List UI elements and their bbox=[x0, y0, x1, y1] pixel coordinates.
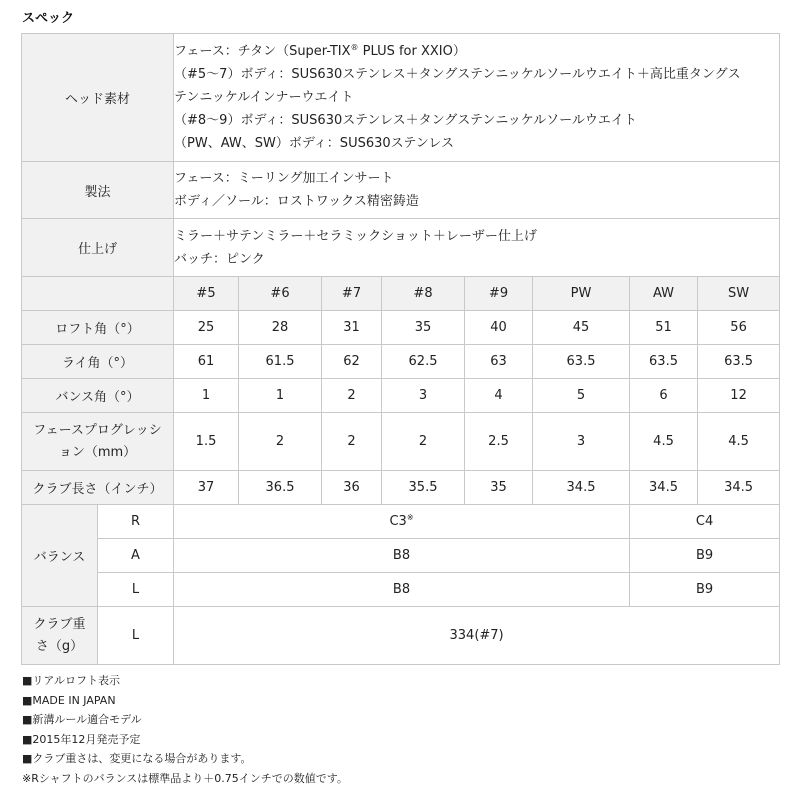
registered-mark: ® bbox=[350, 43, 359, 52]
club-number: AW bbox=[630, 277, 698, 311]
bounce-value: 1 bbox=[239, 379, 322, 413]
material-line1-post: PLUS for XXIO） bbox=[358, 44, 466, 59]
bounce-value: 12 bbox=[698, 379, 780, 413]
club-length-value: 35.5 bbox=[382, 471, 465, 505]
bounce-value: 3 bbox=[382, 379, 465, 413]
material-line4: （#8～9）ボディ：SUS630ステンレス＋タングステンニッケルソールウエイト bbox=[174, 113, 637, 128]
balance-value-wedges: B9 bbox=[630, 539, 780, 573]
face-progression-value: 2.5 bbox=[465, 413, 533, 471]
bounce-value: 6 bbox=[630, 379, 698, 413]
loft-value: 45 bbox=[533, 311, 630, 345]
material-row bbox=[22, 34, 780, 162]
club-number: PW bbox=[533, 277, 630, 311]
club-weight-row bbox=[22, 607, 780, 665]
bounce-row bbox=[22, 379, 780, 413]
process-line1: フェース：ミーリング加工インサート bbox=[174, 171, 394, 186]
lie-value: 63.5 bbox=[630, 345, 698, 379]
spec-table bbox=[21, 33, 780, 665]
bounce-value: 1 bbox=[174, 379, 239, 413]
lie-value: 61.5 bbox=[239, 345, 322, 379]
lie-value: 63.5 bbox=[698, 345, 780, 379]
club-number: SW bbox=[698, 277, 780, 311]
loft-value: 40 bbox=[465, 311, 533, 345]
lie-value: 62 bbox=[322, 345, 382, 379]
process-label: 製法 bbox=[22, 162, 174, 219]
process-value bbox=[174, 162, 780, 219]
face-progression-value: 1.5 bbox=[174, 413, 239, 471]
balance-value-text: C3 bbox=[389, 514, 407, 529]
club-number: #7 bbox=[322, 277, 382, 311]
club-length-value: 36.5 bbox=[239, 471, 322, 505]
club-number: #5 bbox=[174, 277, 239, 311]
club-length-value: 34.5 bbox=[533, 471, 630, 505]
club-number: #8 bbox=[382, 277, 465, 311]
lie-value: 63.5 bbox=[533, 345, 630, 379]
face-progression-row bbox=[22, 413, 780, 471]
lie-value: 63 bbox=[465, 345, 533, 379]
balance-label: バランス bbox=[22, 505, 98, 607]
note-item: ■リアルロフト表示 bbox=[22, 674, 120, 687]
process-line2: ボディ／ソール：ロストワックス精密鋳造 bbox=[174, 194, 419, 209]
club-weight-label-line1: クラブ重 bbox=[33, 616, 86, 632]
club-weight-value: 334(#7) bbox=[174, 607, 780, 665]
face-progression-value: 2 bbox=[239, 413, 322, 471]
balance-value-wedges: C4 bbox=[630, 505, 780, 539]
club-length-value: 35 bbox=[465, 471, 533, 505]
lie-value: 61 bbox=[174, 345, 239, 379]
notes-list bbox=[22, 671, 348, 788]
club-length-row bbox=[22, 471, 780, 505]
balance-row-r bbox=[22, 505, 780, 539]
loft-value: 28 bbox=[239, 311, 322, 345]
note-mark: ※ bbox=[406, 513, 414, 522]
finish-value bbox=[174, 219, 780, 277]
note-item: ■クラブ重さは、変更になる場合があります。 bbox=[22, 752, 252, 765]
bounce-label: バンス角（°） bbox=[22, 379, 174, 413]
balance-value-short-irons: B8 bbox=[174, 573, 630, 607]
face-progression-value: 2 bbox=[322, 413, 382, 471]
material-value bbox=[174, 34, 780, 162]
club-length-value: 37 bbox=[174, 471, 239, 505]
material-line5: （PW、AW、SW）ボディ：SUS630ステンレス bbox=[174, 136, 455, 151]
balance-flex: A bbox=[98, 539, 174, 573]
balance-value-short-irons bbox=[174, 505, 630, 539]
note-item: ■新溝ルール適合モデル bbox=[22, 713, 142, 726]
finish-line2: バッチ：ピンク bbox=[174, 251, 265, 267]
material-line1-pre: フェース：チタン（Super-TIX bbox=[174, 44, 351, 59]
lie-label: ライ角（°） bbox=[22, 345, 174, 379]
note-item: ■2015年12月発売予定 bbox=[22, 732, 141, 746]
club-number-corner bbox=[22, 277, 174, 311]
balance-row-a bbox=[22, 539, 780, 573]
bounce-value: 5 bbox=[533, 379, 630, 413]
face-progression-value: 4.5 bbox=[630, 413, 698, 471]
material-line2: （#5～7）ボディ：SUS630ステンレス＋タングステンニッケルソールウエイト＋高比重タングス bbox=[174, 67, 741, 82]
lie-row bbox=[22, 345, 780, 379]
face-progression-label bbox=[22, 413, 174, 471]
club-weight-flex: L bbox=[98, 607, 174, 665]
balance-value-short-irons: B8 bbox=[174, 539, 630, 573]
bounce-value: 2 bbox=[322, 379, 382, 413]
club-number: #6 bbox=[239, 277, 322, 311]
face-progression-label-line2: ョン（mm） bbox=[58, 444, 137, 460]
club-length-label: クラブ長さ（インチ） bbox=[22, 471, 174, 505]
club-number-row bbox=[22, 277, 780, 311]
club-length-value: 34.5 bbox=[698, 471, 780, 505]
material-label: ヘッド素材 bbox=[22, 34, 174, 162]
loft-row bbox=[22, 311, 780, 345]
club-weight-label bbox=[22, 607, 98, 665]
bounce-value: 4 bbox=[465, 379, 533, 413]
balance-flex: L bbox=[98, 573, 174, 607]
face-progression-value: 3 bbox=[533, 413, 630, 471]
club-length-value: 36 bbox=[322, 471, 382, 505]
balance-row-l bbox=[22, 573, 780, 607]
lie-value: 62.5 bbox=[382, 345, 465, 379]
material-line3: テンニッケルインナーウエイト bbox=[174, 90, 354, 105]
finish-row bbox=[22, 219, 780, 277]
page-title: スペック bbox=[22, 11, 75, 26]
finish-line1: ミラー＋サテンミラー＋セラミックショット＋レーザー仕上げ bbox=[174, 228, 537, 244]
finish-label: 仕上げ bbox=[22, 219, 174, 277]
face-progression-value: 2 bbox=[382, 413, 465, 471]
note-item: ※Rシャフトのバランスは標準品より＋0.75インチでの数値です。 bbox=[22, 771, 348, 785]
club-weight-label-line2: さ（g） bbox=[35, 638, 84, 654]
loft-value: 31 bbox=[322, 311, 382, 345]
process-row bbox=[22, 162, 780, 219]
loft-value: 35 bbox=[382, 311, 465, 345]
note-item: ■MADE IN JAPAN bbox=[22, 693, 116, 707]
face-progression-value: 4.5 bbox=[698, 413, 780, 471]
loft-label: ロフト角（°） bbox=[22, 311, 174, 345]
club-number: #9 bbox=[465, 277, 533, 311]
face-progression-label-line1: フェースプログレッシ bbox=[33, 422, 162, 438]
loft-value: 51 bbox=[630, 311, 698, 345]
loft-value: 25 bbox=[174, 311, 239, 345]
loft-value: 56 bbox=[698, 311, 780, 345]
balance-value-wedges: B9 bbox=[630, 573, 780, 607]
balance-flex: R bbox=[98, 505, 174, 539]
club-length-value: 34.5 bbox=[630, 471, 698, 505]
